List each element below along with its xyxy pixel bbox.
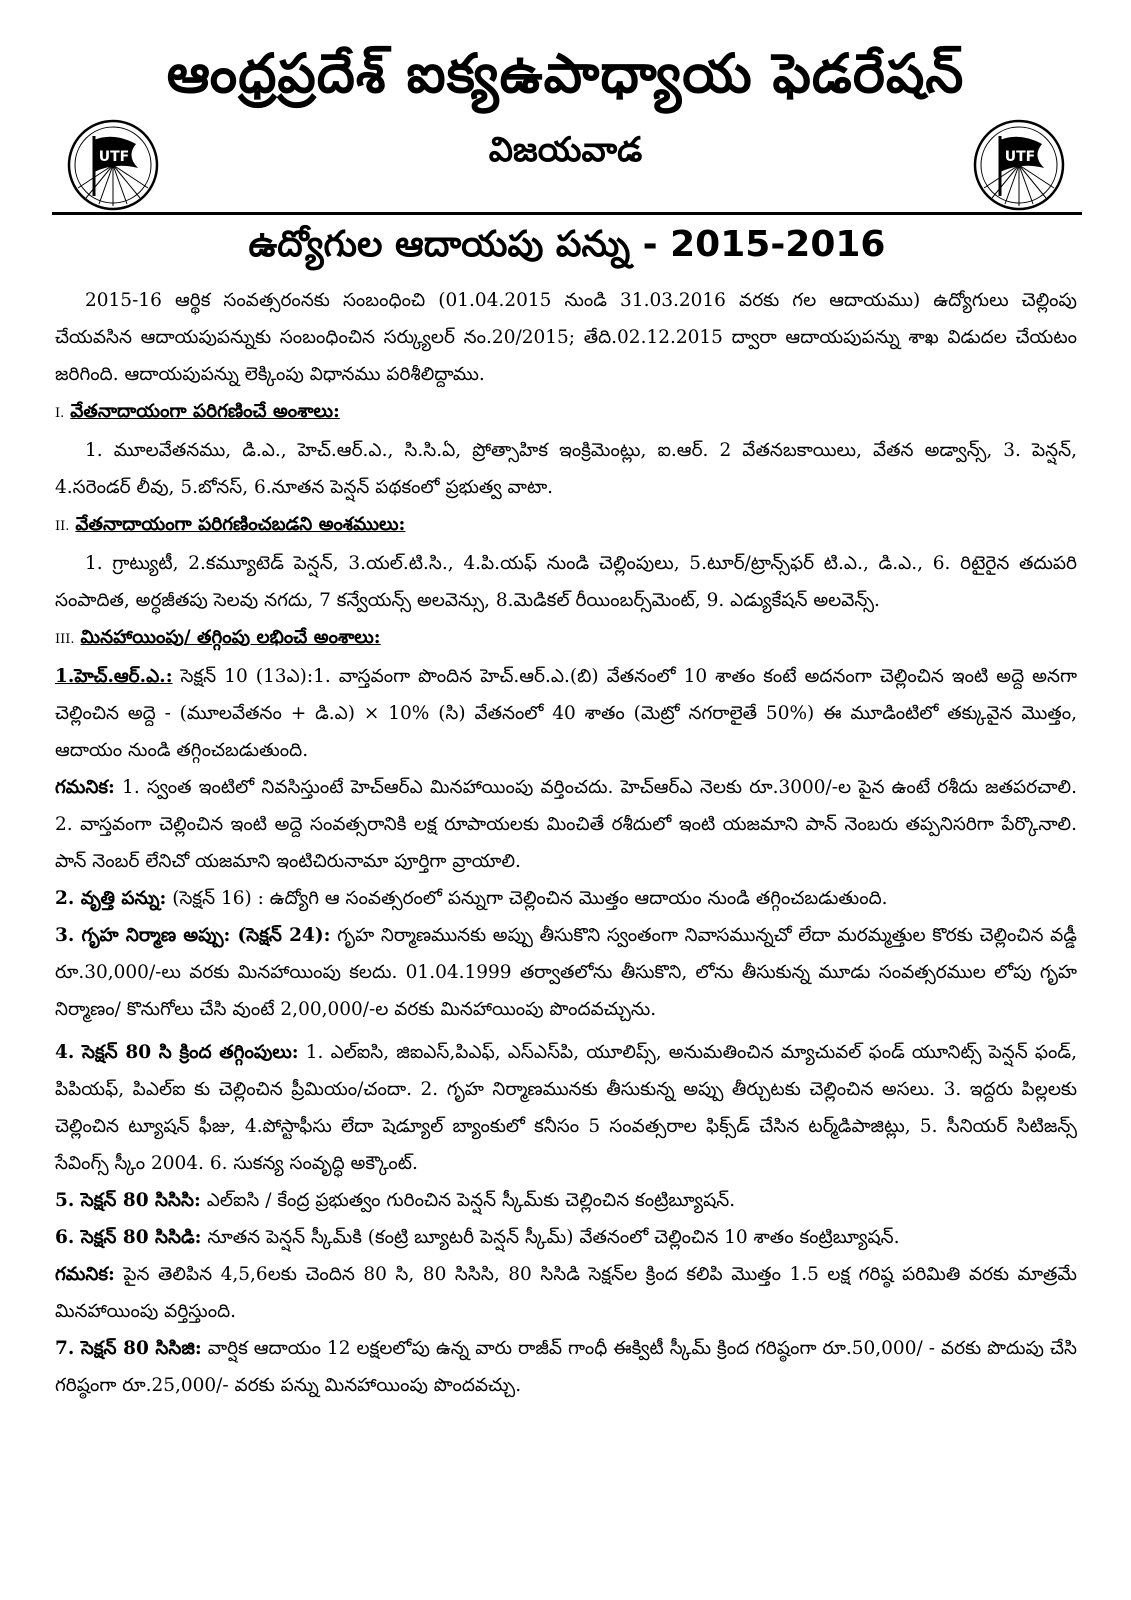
item-professional-tax-text: (సెక్షన్ 16) : ఉద్యోగి ఆ సంవత్సరంలో పన్నుగా చెల్లించిన మొత్తం ఆదాయం నుండి తగ్గించబడుతుంది. <box>166 888 888 909</box>
document-body <box>55 282 1077 1404</box>
section-1-heading <box>55 393 1077 432</box>
section-1-title: వేతనాదాయంగా పరిగణించే అంశాలు: <box>70 401 340 422</box>
intro-paragraph: 2015-16 ఆర్థిక సంవత్సరంనకు సంబంధించి (01.04.2015 నుండి 31.03.2016 వరకు గల ఆదాయము) ఉద్యోగులు చెల్లింపు చేయవసిన ఆదాయపుపన్నుకు సంబంధించిన సర్క్యులర్ నం.20/2015; తేది.02.12.2015 ద్వారా ఆదాయపుపన్ను శాఖ విడుదల చేయటం జరిగింది. ఆదాయపుపన్ను లెక్కింపు విధానము పరిశీలిద్దాము. <box>55 290 1077 385</box>
item-hra-text: సెక్షన్ 10 (13ఎ):1. వాస్తవంగా పొందిన హెచ్.ఆర్.ఎ.(బి) వేతనంలో 10 శాతం కంటే అదనంగా చెల్లించిన ఇంటి అద్దె అనగా చెల్లించిన అద్దె - (మూలవేతనం + డి.ఎ) × 10% (సి) వేతనంలో 40 శాతం (మెట్రో నగరాలైతే 50%) ఈ మూడింటిలో తక్కువైన మొత్తం, ఆదాయం నుండి తగ్గించబడుతుంది. <box>55 666 1077 761</box>
logo-text-left: UTF <box>98 149 130 165</box>
section-1-text: 1. మూలవేతనము, డి.ఎ., హెచ్.ఆర్.ఎ., సి.సి.ఏ, ప్రోత్సాహిక ఇంక్రిమెంట్లు, ఐ.ఆర్. 2 వేతనబకాయిలు, వేతన అడ్వాన్స్, 3. పెన్షన్, 4.సరెండర్ లీవు, 5.బోనస్, 6.నూతన పెన్షన్ పథకంలో ప్రభుత్వ వాటా. <box>55 440 1077 498</box>
item-section-80ccd <box>55 1219 1077 1256</box>
item-section-80ccc <box>55 1182 1077 1219</box>
header-divider <box>52 212 1082 215</box>
note-2-text: పైన తెలిపిన 4,5,6లకు చెందిన 80 సి, 80 సిసిసి, 80 సిసిడి సెక్షన్‌ల క్రింద కలిపి మొత్తం 1.5 లక్ష గరిష్ఠ పరిమితి వరకు మాత్రమే మినహాయింపు వర్తిస్తుంది. <box>55 1264 1077 1322</box>
note-1-label: గమనిక: <box>55 777 115 798</box>
item-professional-tax <box>55 880 1077 917</box>
item-section-80ccd-label: 6. సెక్షన్ 80 సిసిడి: <box>55 1227 202 1248</box>
item-housing-loan <box>55 917 1077 1028</box>
org-title: ఆంధ్రప్రదేశ్ ఐక్యఉపాధ్యాయ ఫెడరేషన్ <box>166 42 965 105</box>
item-section-80ccc-label: 5. సెక్షన్ 80 సిసిసి: <box>55 1190 201 1211</box>
item-section-80ccg-label: 7. సెక్షన్ 80 సిసిజి: <box>55 1338 202 1359</box>
item-section-80ccc-text: ఎల్ఐసి / కేంద్ర ప్రభుత్వం గురించిన పెన్షన్ స్కీమ్‌కు చెల్లించిన కంట్రిబ్యూషన్. <box>200 1190 736 1211</box>
item-section-80c-label: 4. సెక్షన్ 80 సి క్రింద తగ్గింపులు: <box>55 1042 299 1063</box>
logo-text-right: UTF <box>1004 149 1036 165</box>
utf-logo-left <box>66 118 160 212</box>
section-3-title: మినహాయింపు/ తగ్గింపు లభించే అంశాలు: <box>80 627 381 648</box>
note-2 <box>55 1256 1077 1330</box>
section-2-heading <box>55 506 1077 545</box>
section-3-numeral: III. <box>55 632 75 647</box>
note-2-label: గమనిక: <box>55 1264 115 1285</box>
section-2-title: వేతనాదాయంగా పరిగణించబడని అంశములు: <box>75 514 406 535</box>
letterhead <box>0 0 1131 210</box>
item-professional-tax-label: 2. వృత్తి పన్ను: <box>55 888 167 909</box>
item-section-80ccd-text: నూతన పెన్షన్ స్కీమ్‌కి (కంట్రి బ్యూటరీ పెన్షన్ స్కీమ్) వేతనంలో చెల్లించిన 10 శాతం కంట్రిబ్యూషన్. <box>201 1227 900 1248</box>
section-2-text: 1. గ్రాట్యుటీ, 2.కమ్యూటెడ్ పెన్షన్, 3.యల్.టి.సి., 4.పి.యఫ్ నుండి చెల్లింపులు, 5.టూర్/ట్రాన్స్‌ఫర్ టి.ఎ., డి.ఎ., 6. రిటైరైన తదుపరి సంపాదిత, అర్ధజీతపు సెలవు నగదు, 7 కన్వేయన్స్ అలవెన్సు, 8.మెడికల్ రీయింబర్స్‌మెంట్, 9. ఎడ్యుకేషన్ అలవెన్స్. <box>55 553 1077 611</box>
item-section-80ccg-text: వార్షిక ఆదాయం 12 లక్షలలోపు ఉన్న వారు రాజీవ్ గాంధీ ఈక్విటీ స్కీమ్ క్రింద గరిష్ఠంగా రూ.50,000/ - వరకు పొదుపు చేసి గరిష్ఠంగా రూ.25,000/- వరకు పన్ను మినహాయింపు పొందవచ్చు. <box>55 1338 1077 1396</box>
section-1-numeral: I. <box>55 406 65 421</box>
item-housing-loan-label: 3. గృహ నిర్మాణ అప్పు: (సెక్షన్ 24): <box>55 925 331 946</box>
section-3-heading <box>55 619 1077 658</box>
utf-logo-right <box>972 118 1066 212</box>
item-hra <box>55 658 1077 769</box>
note-1-text: 1. స్వంత ఇంటిలో నివసిస్తుంటే హెచ్ఆర్ఎ మినహాయింపు వర్తించదు. హెచ్ఆర్ఎ నెలకు రూ.3000/-ల పైన ఉంటే రశీదు జతపరచాలి. 2. వాస్తవంగా చెల్లించిన ఇంటి అద్దె సంవత్సరానికి లక్ష రూపాయలకు మించితే రశీదులో ఇంటి యజమాని పాన్ నెంబరు తప్పనిసరిగా పేర్కొనాలి. పాన్ నెంబర్ లేనిచో యజమాని ఇంటిచిరునామా పూర్తిగా వ్రాయాలి. <box>55 777 1077 872</box>
org-city: విజయవాడ <box>488 130 643 170</box>
document-title: ఉద్యోగుల ఆదాయపు పన్ను - 2015-2016 <box>248 224 886 265</box>
item-housing-loan-text: గృహ నిర్మాణమునకు అప్పు తీసుకొని స్వంతంగా నివాసమున్నచో లేదా మరమ్మత్తుల కొరకు చెల్లించిన వడ్డీ రూ.30,000/-లు వరకు మినహాయింపు కలదు. 01.04.1999 తర్వాతలోను తీసుకొని, లోను తీసుకున్న మూడు సంవత్సరముల లోపు గృహ నిర్మాణం/ కొనుగోలు చేసి వుంటే 2,00,000/-ల వరకు మినహాయింపు పొందవచ్చును. <box>55 925 1077 1020</box>
item-hra-label: 1.హెచ్.ఆర్.ఎ.: <box>55 666 173 687</box>
section-2-numeral: II. <box>55 519 70 534</box>
item-section-80c-text: 1. ఎల్ఐసి, జిఐఎస్,పిఎఫ్, ఎస్ఎస్‌పి, యూలిప్స్, అనుమతించిన మ్యాచువల్ ఫండ్ యూనిట్స్ పెన్షన్ ఫండ్, పిపియఫ్, పిఎల్ఐ కు చెల్లించిన ప్రీమియం/చందా. 2. గృహ నిర్మాణమునకు తీసుకున్న అప్పు తీర్చుటకు చెల్లించిన అసలు. 3. ఇద్దరు పిల్లలకు చెల్లించిన ట్యూషన్ ఫీజు, 4.పోస్టాఫీసు లేదా షెడ్యూల్ బ్యాంకులో కనీసం 5 సంవత్సరాల ఫిక్స్‌డ్ చేసిన టర్మ్‌డిపాజిట్లు, 5. సీనియర్ సిటిజన్స్ సేవింగ్స్ స్కీం 2004. 6. సుకన్య సంవృద్ధి అక్కౌంట్. <box>55 1042 1077 1174</box>
item-section-80ccg <box>55 1330 1077 1404</box>
note-1 <box>55 769 1077 880</box>
item-section-80c <box>55 1034 1077 1182</box>
